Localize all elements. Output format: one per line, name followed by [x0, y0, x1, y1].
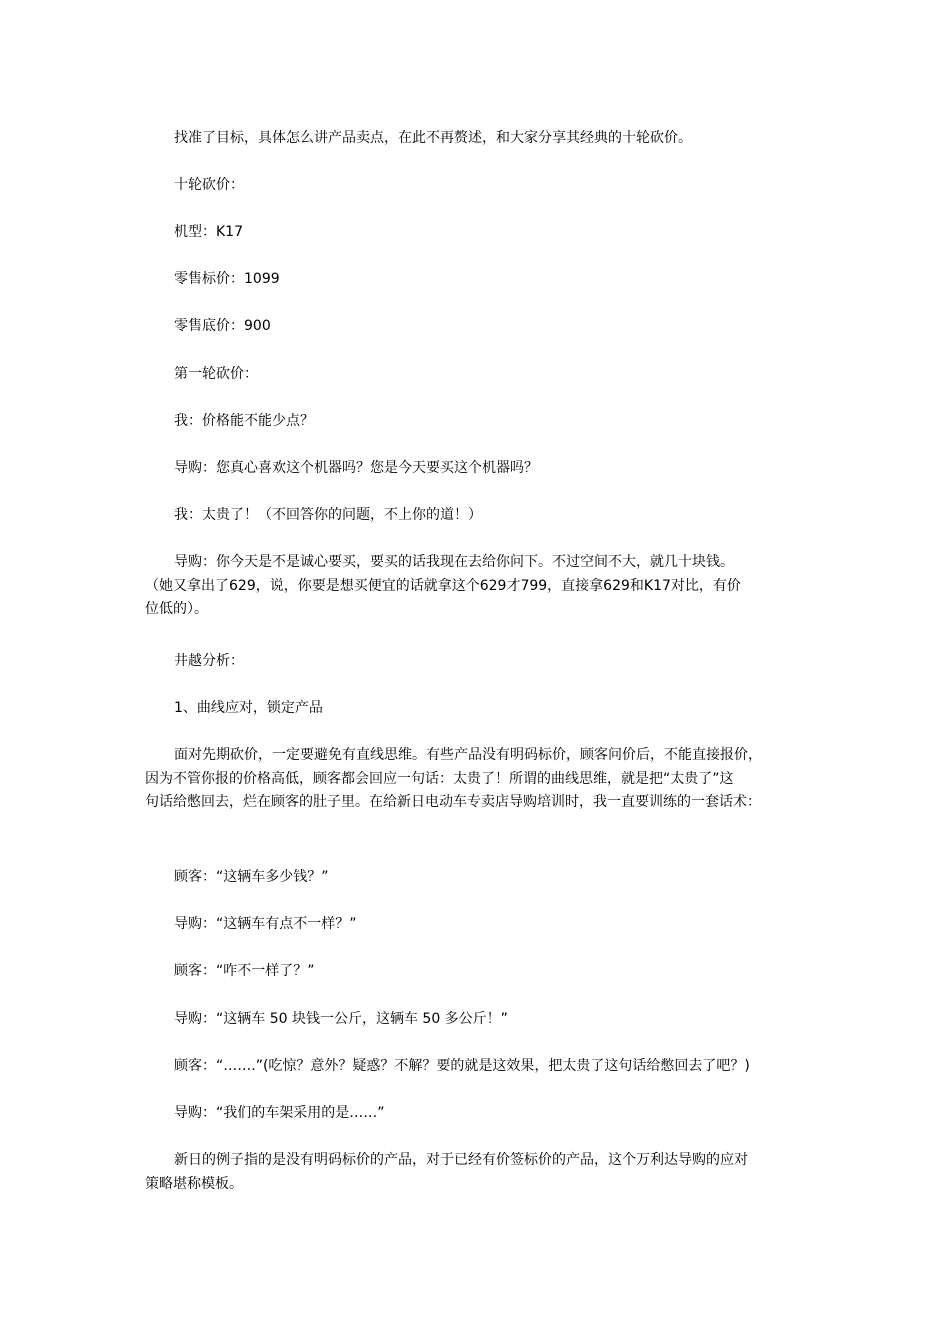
dialogue-customer-3: 顾客：“…….”(吃惊？意外？疑惑？不解？要的就是这效果，把太贵了这句话给憋回去了吧？) — [174, 1058, 750, 1074]
section-title-ten-rounds: 十轮砍价： — [174, 177, 244, 193]
retail-list-price-line: 零售标价：1099 — [174, 271, 280, 287]
guide-response-line-1: 导购：你今天是不是诚心要买，要买的话我现在去给你问下。不过空间不大，就几十块钱。 — [174, 554, 734, 570]
curve-thinking-paragraph — [145, 744, 805, 815]
xinri-example-line-1: 新日的例子指的是没有明码标价的产品，对于已经有价签标价的产品，这个万利达导购的应对 — [174, 1152, 748, 1168]
dialogue-line-me-2: 我：太贵了！（不回答你的问题，不上你的道！） — [174, 507, 482, 523]
xinri-example-paragraph — [145, 1149, 805, 1196]
model-line: 机型：K17 — [174, 224, 243, 240]
point-one-heading: 1、曲线应对，锁定产品 — [174, 700, 323, 716]
dialogue-customer-1: 顾客：“这辆车多少钱？” — [174, 869, 329, 885]
curve-thinking-line-3: 句话给憋回去，烂在顾客的肚子里。在给新日电动车专卖店导购培训时，我一直要训练的一套话术： — [145, 794, 761, 810]
dialogue-customer-2: 顾客：“咋不一样了？” — [174, 963, 315, 979]
round-one-title: 第一轮砍价： — [174, 366, 258, 382]
curve-thinking-line-2: 因为不管你报的价格高低，顾客都会回应一句话：太贵了！所谓的曲线思维，就是把“太贵了”这 — [145, 770, 734, 787]
dialogue-guide-4: 导购：“我们的车架采用的是……” — [174, 1105, 385, 1121]
curve-thinking-line-1: 面对先期砍价，一定要避免有直线思维。有些产品没有明码标价，顾客问价后，不能直接报价， — [174, 747, 762, 763]
dialogue-line-guide-1: 导购：您真心喜欢这个机器吗？您是今天要买这个机器吗？ — [174, 460, 538, 476]
intro-paragraph: 找准了目标，具体怎么讲产品卖点，在此不再赘述，和大家分享其经典的十轮砍价。 — [174, 130, 692, 146]
dialogue-line-me-1: 我：价格能不能少点？ — [174, 413, 314, 429]
guide-response-line-3: 位低的）。 — [145, 601, 208, 617]
xinri-example-line-2: 策略堪称模板。 — [145, 1175, 243, 1192]
analysis-title: 井越分析： — [174, 653, 244, 669]
guide-response-paragraph — [145, 551, 805, 622]
guide-response-line-2: （她又拿出了629，说，你要是想买便宜的话就拿这个629才799，直接拿629和K17对比，有价 — [145, 577, 741, 594]
dialogue-guide-3: 导购：“这辆车 50 块钱一公斤，这辆车 50 多公斤！” — [174, 1011, 508, 1027]
dialogue-guide-2: 导购：“这辆车有点不一样？” — [174, 916, 357, 932]
retail-floor-price-line: 零售底价：900 — [174, 318, 271, 334]
